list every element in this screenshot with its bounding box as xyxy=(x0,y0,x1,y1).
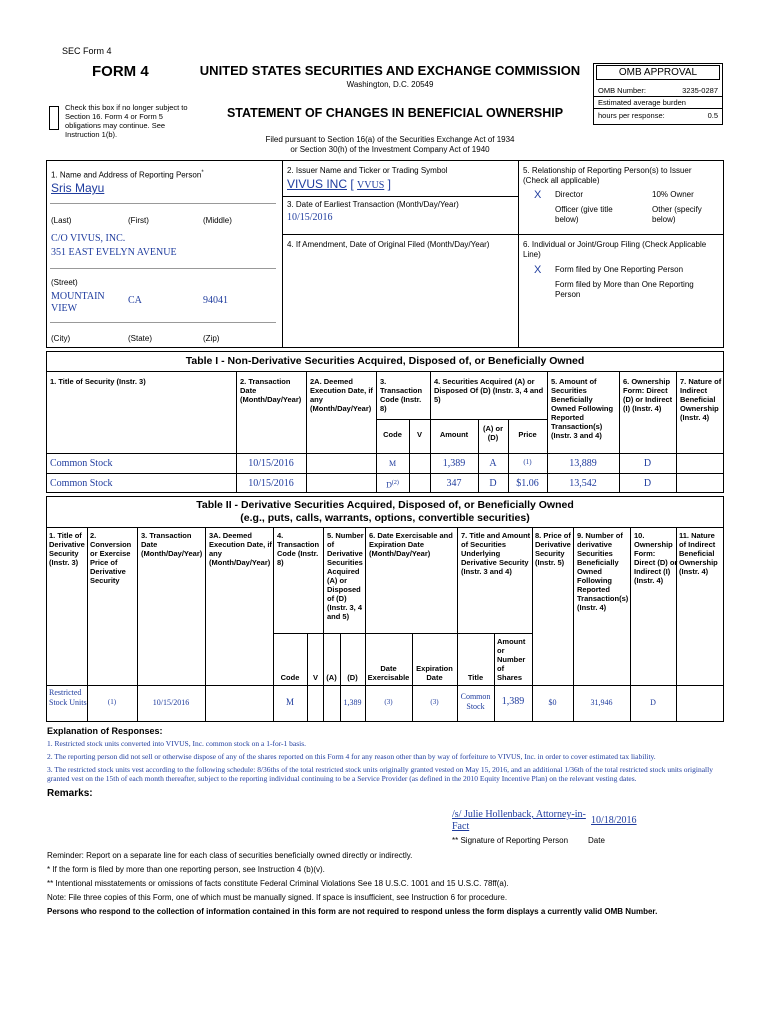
footnote-4: Persons who respond to the collection of information contained in this form are not required to respond unless the form displays a currently valid OMB Number. xyxy=(47,907,658,916)
t2-h5: 5. Number of Derivative Securities Acquired (A) or Disposed of (D) (Instr. 3, 4 and 5) xyxy=(327,531,364,621)
issuer-name-link[interactable]: VIVUS INC xyxy=(287,177,348,191)
t1-h2a: 2A. Deemed Execution Date, if any (Month/Day/Year) xyxy=(310,377,373,413)
signature-value: /s/ Julie Hollenback, Attorney-in-Fact xyxy=(452,809,586,832)
t1-r1-amount: 1,389 xyxy=(442,458,466,469)
omb-number-label: OMB Number: xyxy=(598,86,646,95)
t2-title-col: Title xyxy=(467,673,484,682)
footnote-1: * If the form is filed by more than one reporting person, see Instruction 4 (b)(v). xyxy=(47,865,325,874)
table1 xyxy=(46,351,724,493)
filed-pursuant-line1: Filed pursuant to Section 16(a) of the Securities Exchange Act of 1934 xyxy=(265,135,515,144)
footnote-2: ** Intentional misstatements or omissions of facts constitute Federal Criminal Violations See 18 U.S.C. 1001 and 15 U.S.C. 78ff(a). xyxy=(47,879,509,888)
t1-r2-price: $1.06 xyxy=(516,478,539,489)
t1-r2-amount: 347 xyxy=(446,478,462,489)
t2-r1-title: Restricted Stock Units xyxy=(49,688,87,707)
t2-h1: 1. Title of Derivative Security (Instr. 3) xyxy=(49,531,85,567)
address-line1: C/O VIVUS, INC. xyxy=(51,233,126,244)
filed-pursuant-line2: or Section 30(h) of the Investment Company Act of 1940 xyxy=(290,145,490,154)
middle-label: (Middle) xyxy=(203,216,232,225)
t1-code: Code xyxy=(383,430,402,439)
street-label: (Street) xyxy=(51,278,78,287)
t2-r1-expiration: (3) xyxy=(430,698,439,706)
explanation-note-3: 3. The restricted stock units vest according to the following schedule: 8/36ths of the total restricted stock units originally granted vested on May 15, 2016, and an additional 1/36th of the total restricted stock units originally granted vest on the 15th of each month thereafter, subject to the reporting individual continuing to be a Service Provider (as defined in the 2010 Equity Incentive Plan) on the relevant vesting dates. xyxy=(47,765,713,783)
t1-r1-form: D xyxy=(643,458,652,469)
address-line2: 351 EAST EVELYN AVENUE xyxy=(51,247,177,258)
t2-h11: 11. Nature of Indirect Beneficial Ownership (Instr. 4) xyxy=(679,531,718,576)
zip-label: (Zip) xyxy=(203,334,220,343)
more-persons-label: Form filed by More than One Reporting Person xyxy=(555,280,694,299)
box6-label: 6. Individual or Joint/Group Filing (Check Applicable Line) xyxy=(523,240,707,259)
t2-amount-shares: Amount or Number of Shares xyxy=(497,637,526,682)
t2-r1-code: M xyxy=(285,697,294,707)
t1-r2-code: $D^{(2)}$ xyxy=(386,480,399,490)
box3-label: 3. Date of Earliest Transaction (Month/Day/Year) xyxy=(287,200,459,209)
t1-h3: 3. Transaction Code (Instr. 8) xyxy=(380,377,423,413)
checkbox-instruction: Check this box if no longer subject to Section 16. Form 4 or Form 5 obligations may continue. See Instruction 1(b). xyxy=(65,103,188,139)
t2-code: Code xyxy=(280,673,300,682)
t2-date-exercisable: Date Exercisable xyxy=(367,664,410,682)
t2-h4: 4. Transaction Code (Instr. 8) xyxy=(277,531,320,567)
agency-address: Washington, D.C. 20549 xyxy=(346,80,434,89)
t2-r1-owned: 31,946 xyxy=(590,698,613,707)
table1-title: Table I - Non-Derivative Securities Acquired, Disposed of, or Beneficially Owned xyxy=(185,355,585,367)
t2-h7: 7. Title and Amount of Securities Underlying Derivative Security (Instr. 3 and 4) xyxy=(461,531,531,576)
state-label: (State) xyxy=(128,334,153,343)
zip-value: 94041 xyxy=(203,295,228,306)
reminder-text: Reminder: Report on a separate line for each class of securities beneficially owned directly or indirectly. xyxy=(47,851,413,860)
t1-h1: 1. Title of Security (Instr. 3) xyxy=(50,377,146,386)
signature-date: 10/18/2016 xyxy=(591,815,637,826)
t2-r1-date: 10/15/2016 xyxy=(152,698,190,707)
t1-r1-title: Common Stock xyxy=(50,458,113,469)
table2-subtitle: (e.g., puts, calls, warrants, options, convertible securities) xyxy=(240,512,530,524)
t1-r2-title: Common Stock xyxy=(50,478,113,489)
t1-r2-date: 10/15/2016 xyxy=(248,478,294,489)
t2-r1-form: D xyxy=(650,698,656,707)
date-label: Date xyxy=(588,836,605,845)
explanation-note-1: 1. Restricted stock units converted into VIVUS, Inc. common stock on a 1-for-1 basis. xyxy=(47,739,307,748)
t1-r2-ad: D xyxy=(489,478,497,489)
explanation-title: Explanation of Responses: xyxy=(47,726,163,736)
signature-label: ** Signature of Reporting Person xyxy=(452,836,569,845)
t2-a: (A) xyxy=(326,673,337,682)
footnote-3: Note: File three copies of this Form, one of which must be manually signed. If space is insufficient, see Instruction 6 for procedure. xyxy=(47,893,508,902)
omb-hours-label: hours per response: xyxy=(598,111,665,120)
t1-v: V xyxy=(416,430,422,439)
box4-label: 4. If Amendment, Date of Original Filed (Month/Day/Year) xyxy=(287,240,490,249)
t1-r1-price: (1) xyxy=(523,458,532,466)
t2-v: V xyxy=(312,673,318,682)
t1-r1-code: M xyxy=(388,459,397,468)
t1-h6: 6. Ownership Form: Direct (D) or Indirect (I) (Instr. 4) xyxy=(623,377,673,413)
t2-h9: 9. Number of derivative Securities Beneficially Owned Following Reported Transaction(s) (Instr. 4) xyxy=(577,531,629,612)
t1-aord: (A) or (D) xyxy=(483,424,503,442)
t1-h2: 2. Transaction Date (Month/Day/Year) xyxy=(240,377,302,404)
director-check[interactable]: X xyxy=(534,189,542,201)
officer-label: Officer (give title below) xyxy=(555,205,613,224)
t1-r2-owned: 13,542 xyxy=(569,478,597,489)
t2-d: (D) xyxy=(347,673,358,682)
omb-hours-value: 0.5 xyxy=(707,111,718,120)
one-person-check[interactable]: X xyxy=(534,264,542,276)
issuer-ticker: VIVUS INC [ VVUS ] xyxy=(287,177,391,191)
t2-h8: 8. Price of Derivative Security (Instr. 5) xyxy=(535,531,571,567)
t2-r1-ustitle: Common Stock xyxy=(460,692,491,711)
box5-label: 5. Relationship of Reporting Person(s) to Issuer (Check all applicable) xyxy=(523,166,692,185)
t2-h6: 6. Date Exercisable and Expiration Date (Month/Day/Year) xyxy=(369,531,453,558)
last-label: (Last) xyxy=(51,216,72,225)
ticker-link[interactable]: VVUS xyxy=(357,180,385,191)
t1-r1-owned: 13,889 xyxy=(569,458,597,469)
remarks-title: Remarks: xyxy=(47,788,93,799)
state-value: CA xyxy=(128,295,142,306)
director-label: Director xyxy=(555,190,584,199)
form-title: FORM 4 xyxy=(92,63,149,80)
city-label: (City) xyxy=(51,334,71,343)
t2-r1-conv: (1) xyxy=(107,698,117,706)
omb-number-value: 3235-0287 xyxy=(682,86,718,95)
first-label: (First) xyxy=(128,216,149,225)
city-value: MOUNTAIN VIEW xyxy=(51,291,105,314)
t1-h4: 4. Securities Acquired (A) or Disposed Of (D) (Instr. 3, 4 and 5) xyxy=(434,377,544,404)
earliest-transaction-date: 10/15/2016 xyxy=(287,212,333,223)
ten-pct-owner-label: 10% Owner xyxy=(652,190,694,199)
t1-price: Price xyxy=(518,430,537,439)
t1-r2-form: D xyxy=(643,478,652,489)
t2-h3: 3. Transaction Date (Month/Day/Year) xyxy=(141,531,203,558)
box2-label: 2. Issuer Name and Ticker or Trading Symbol xyxy=(287,166,448,175)
box1-label: 1. Name and Address of Reporting Person* xyxy=(51,170,204,180)
t2-expiration: Expiration Date xyxy=(416,664,453,682)
table2-title: Table II - Derivative Securities Acquired, Disposed of, or Beneficially Owned xyxy=(196,499,574,511)
t1-r1-ad: A xyxy=(489,458,497,469)
t2-r1-exercisable: (3) xyxy=(384,698,393,706)
t2-r1-d: 1,389 xyxy=(343,698,362,707)
omb-burden-label: Estimated average burden xyxy=(598,98,686,107)
t1-r1-date: 10/15/2016 xyxy=(248,458,294,469)
t2-h3a: 3A. Deemed Execution Date, if any (Month/Day/Year) xyxy=(209,531,272,567)
omb-title: OMB APPROVAL xyxy=(596,65,720,80)
t1-h7: 7. Nature of Indirect Beneficial Ownership (Instr. 4) xyxy=(680,377,722,422)
t2-h2: 2. Conversion or Exercise Price of Derivative Security xyxy=(90,531,132,585)
t2-r1-ushares: 1,389 xyxy=(501,696,525,707)
agency-title: UNITED STATES SECURITIES AND EXCHANGE COMMISSION xyxy=(199,63,581,78)
t2-r1-price: $0 xyxy=(548,698,557,707)
other-label: Other (specify below) xyxy=(652,205,702,224)
t1-h5: 5. Amount of Securities Beneficially Owned Following Reported Transaction(s) (Instr. 3 and 4) xyxy=(551,377,614,440)
one-person-label: Form filed by One Reporting Person xyxy=(555,265,684,274)
no-longer-subject-checkbox[interactable] xyxy=(49,106,59,130)
sec-form-label: SEC Form 4 xyxy=(62,46,112,56)
t2-h10: 10. Ownership Form: Direct (D) or Indirect (I) (Instr. 4) xyxy=(634,531,678,585)
statement-title: STATEMENT OF CHANGES IN BENEFICIAL OWNERSHIP xyxy=(226,106,564,120)
t1-amount: Amount xyxy=(439,430,469,439)
explanation-note-2: 2. The reporting person did not sell or otherwise dispose of any of the shares reported on this Form 4 for any reason other than by way of forfeiture to VIVUS, Inc. in order to cover estimated tax liability. xyxy=(47,752,656,761)
reporting-person-name[interactable]: Sris Mayu xyxy=(51,181,105,195)
